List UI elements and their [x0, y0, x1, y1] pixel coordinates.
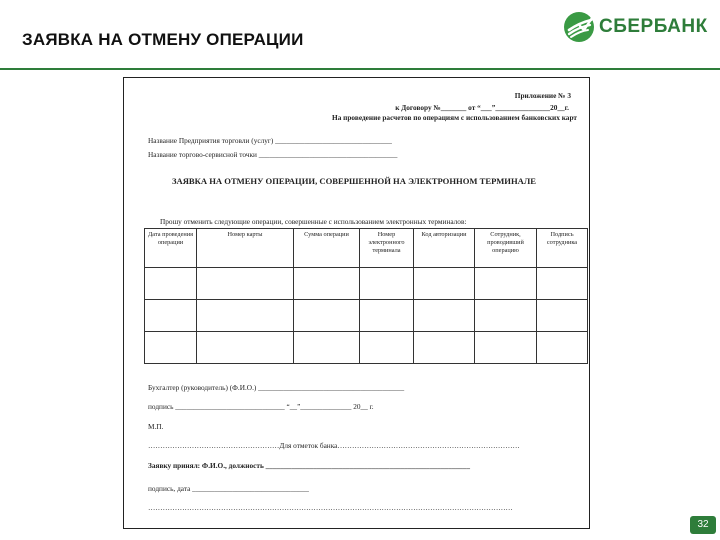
header-divider	[0, 68, 720, 70]
col-auth-code: Код авторизации	[414, 229, 475, 268]
table-cell	[197, 268, 294, 300]
stamp-label: М.П.	[148, 422, 164, 431]
table-cell	[475, 300, 537, 332]
page-number-badge: 32	[690, 516, 716, 534]
table-cell	[360, 268, 414, 300]
request-text: Прошу отменить следующие операции, совершенные с использованием электронных терминалов:	[160, 217, 467, 226]
signature-date-field: подпись ______________________________ “__”______________ 20__ г.	[148, 402, 374, 411]
brand-name: СБЕРБАНК	[599, 16, 708, 37]
purpose-line: На проведение расчетов по операциям с использованием банковских карт	[332, 113, 577, 122]
sberbank-logo	[562, 10, 714, 44]
accepted-by-field: Заявку принял: Ф.И.О., должность ________________________________________________________	[148, 461, 470, 470]
table-cell	[294, 332, 360, 364]
col-card-number: Номер карты	[197, 229, 294, 268]
col-amount: Сумма операции	[294, 229, 360, 268]
operations-table-wrap	[144, 228, 587, 364]
table-cell	[360, 332, 414, 364]
sign-date-field: подпись, дата ________________________________	[148, 484, 309, 493]
table-cell	[475, 268, 537, 300]
table-cell	[475, 332, 537, 364]
table-row	[145, 300, 588, 332]
outlet-name-field: Название торгово-сервисной точки ______________________________________	[148, 150, 398, 159]
form-heading: ЗАЯВКА НА ОТМЕНУ ОПЕРАЦИИ, СОВЕРШЕННОЙ НА ЭЛЕКТРОННОМ ТЕРМИНАЛЕ	[171, 176, 537, 186]
table-cell	[537, 332, 588, 364]
col-employee-signature: Подпись сотрудника	[537, 229, 588, 268]
table-cell	[145, 332, 197, 364]
form-document	[123, 77, 590, 529]
sberbank-leaf-icon	[562, 10, 596, 44]
table-cell	[537, 300, 588, 332]
table-row	[145, 268, 588, 300]
table-cell	[414, 300, 475, 332]
table-cell	[197, 332, 294, 364]
table-row	[145, 332, 588, 364]
bank-marks-line: ………………………………………………Для отметок банка…………………………………………………………………	[148, 441, 520, 450]
table-header-row	[145, 229, 588, 268]
table-cell	[414, 332, 475, 364]
contract-line: к Договору №_______ от “___”_______________20__г.	[395, 103, 569, 112]
col-terminal-number: Номер электронного терминала	[360, 229, 414, 268]
appendix-label: Приложение № 3	[514, 91, 571, 100]
slide-title: ЗАЯВКА НА ОТМЕНУ ОПЕРАЦИИ	[22, 30, 304, 49]
merchant-name-field: Название Предприятия торговли (услуг) ________________________________	[148, 136, 392, 145]
accountant-field: Бухгалтер (руководитель) (Ф.И.О.) ________________________________________	[148, 383, 405, 392]
bottom-dotted-line: ……………………………………………………………………………………………………………………………………	[148, 503, 513, 512]
table-cell	[145, 300, 197, 332]
table-cell	[537, 268, 588, 300]
table-cell	[294, 300, 360, 332]
table-cell	[360, 300, 414, 332]
table-cell	[145, 268, 197, 300]
col-operation-date: Дата проведения операции	[145, 229, 197, 268]
table-cell	[294, 268, 360, 300]
table-cell	[197, 300, 294, 332]
operations-table	[144, 228, 588, 364]
table-cell	[414, 268, 475, 300]
col-employee: Сотрудник, проводивший операцию	[475, 229, 537, 268]
